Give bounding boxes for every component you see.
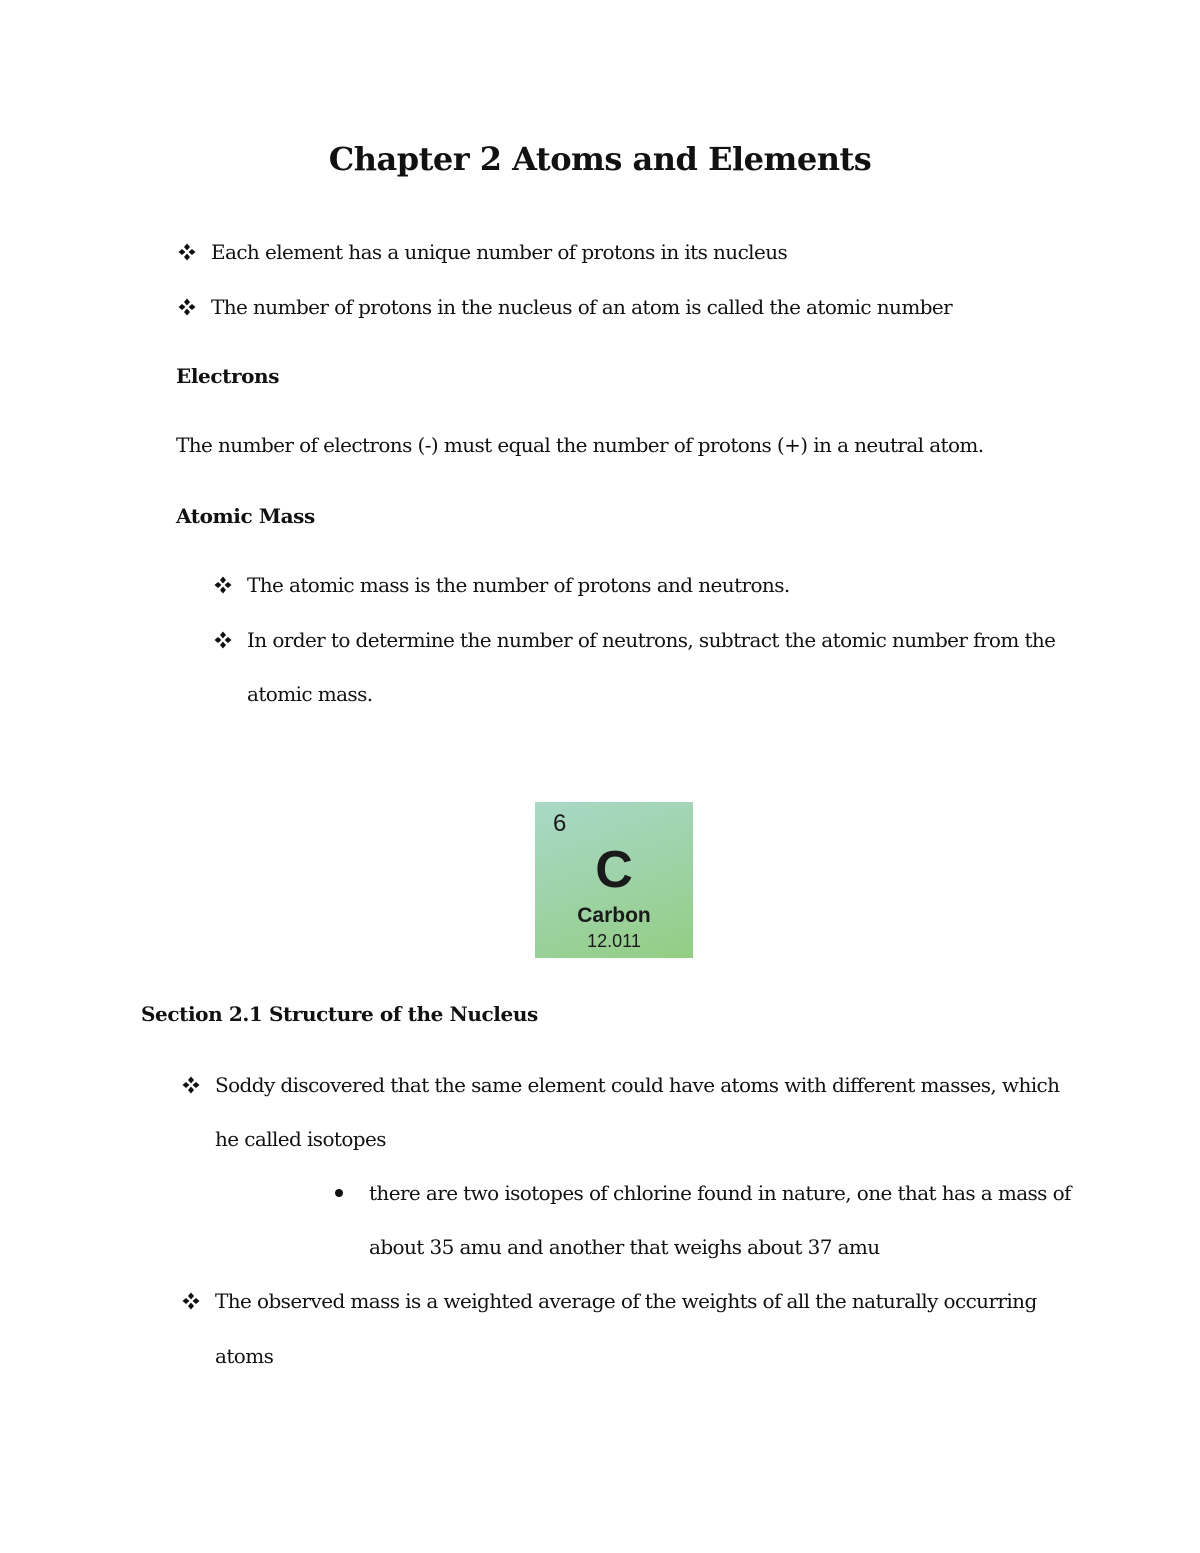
element-symbol: C [595,841,633,899]
diamond-bullet-icon [182,1292,200,1310]
section-bullet-2-cont: atoms [215,1344,274,1368]
section-bullet-2: The observed mass is a weighted average of the weights of all the naturally occurring [215,1289,1037,1313]
sub-bullet-cont: about 35 amu and another that weighs about 37 amu [369,1235,880,1259]
section-bullet-1-cont: he called isotopes [215,1127,386,1151]
section-bullet-1: Soddy discovered that the same element could have atoms with different masses, which [215,1073,1060,1097]
element-name: Carbon [577,904,651,927]
element-mass: 12.011 [587,931,641,951]
atomic-mass-bullet-2: In order to determine the number of neutrons, subtract the atomic number from the [247,628,1056,652]
round-bullet-icon [335,1189,343,1197]
section-heading: Section 2.1 Structure of the Nucleus [141,1002,538,1026]
intro-bullet-1: Each element has a unique number of protons in its nucleus [211,240,788,264]
atomic-mass-heading: Atomic Mass [176,504,315,528]
sub-bullet: there are two isotopes of chlorine found in nature, one that has a mass of [369,1181,1071,1205]
intro-bullet-2: The number of protons in the nucleus of an atom is called the atomic number [211,295,953,319]
carbon-element-tile [535,802,693,958]
atomic-number: 6 [553,810,567,837]
electrons-text: The number of electrons (-) must equal the number of protons (+) in a neutral atom. [176,433,984,457]
electrons-heading: Electrons [176,364,280,388]
page-title: Chapter 2 Atoms and Elements [328,140,872,178]
diamond-bullet-icon [214,631,232,649]
atomic-mass-bullet-2-cont: atomic mass. [247,682,373,706]
diamond-bullet-icon [182,1076,200,1094]
diamond-bullet-icon [178,243,196,261]
diamond-bullet-icon [214,576,232,594]
atomic-mass-bullet-1: The atomic mass is the number of protons and neutrons. [247,573,790,597]
diamond-bullet-icon [178,298,196,316]
